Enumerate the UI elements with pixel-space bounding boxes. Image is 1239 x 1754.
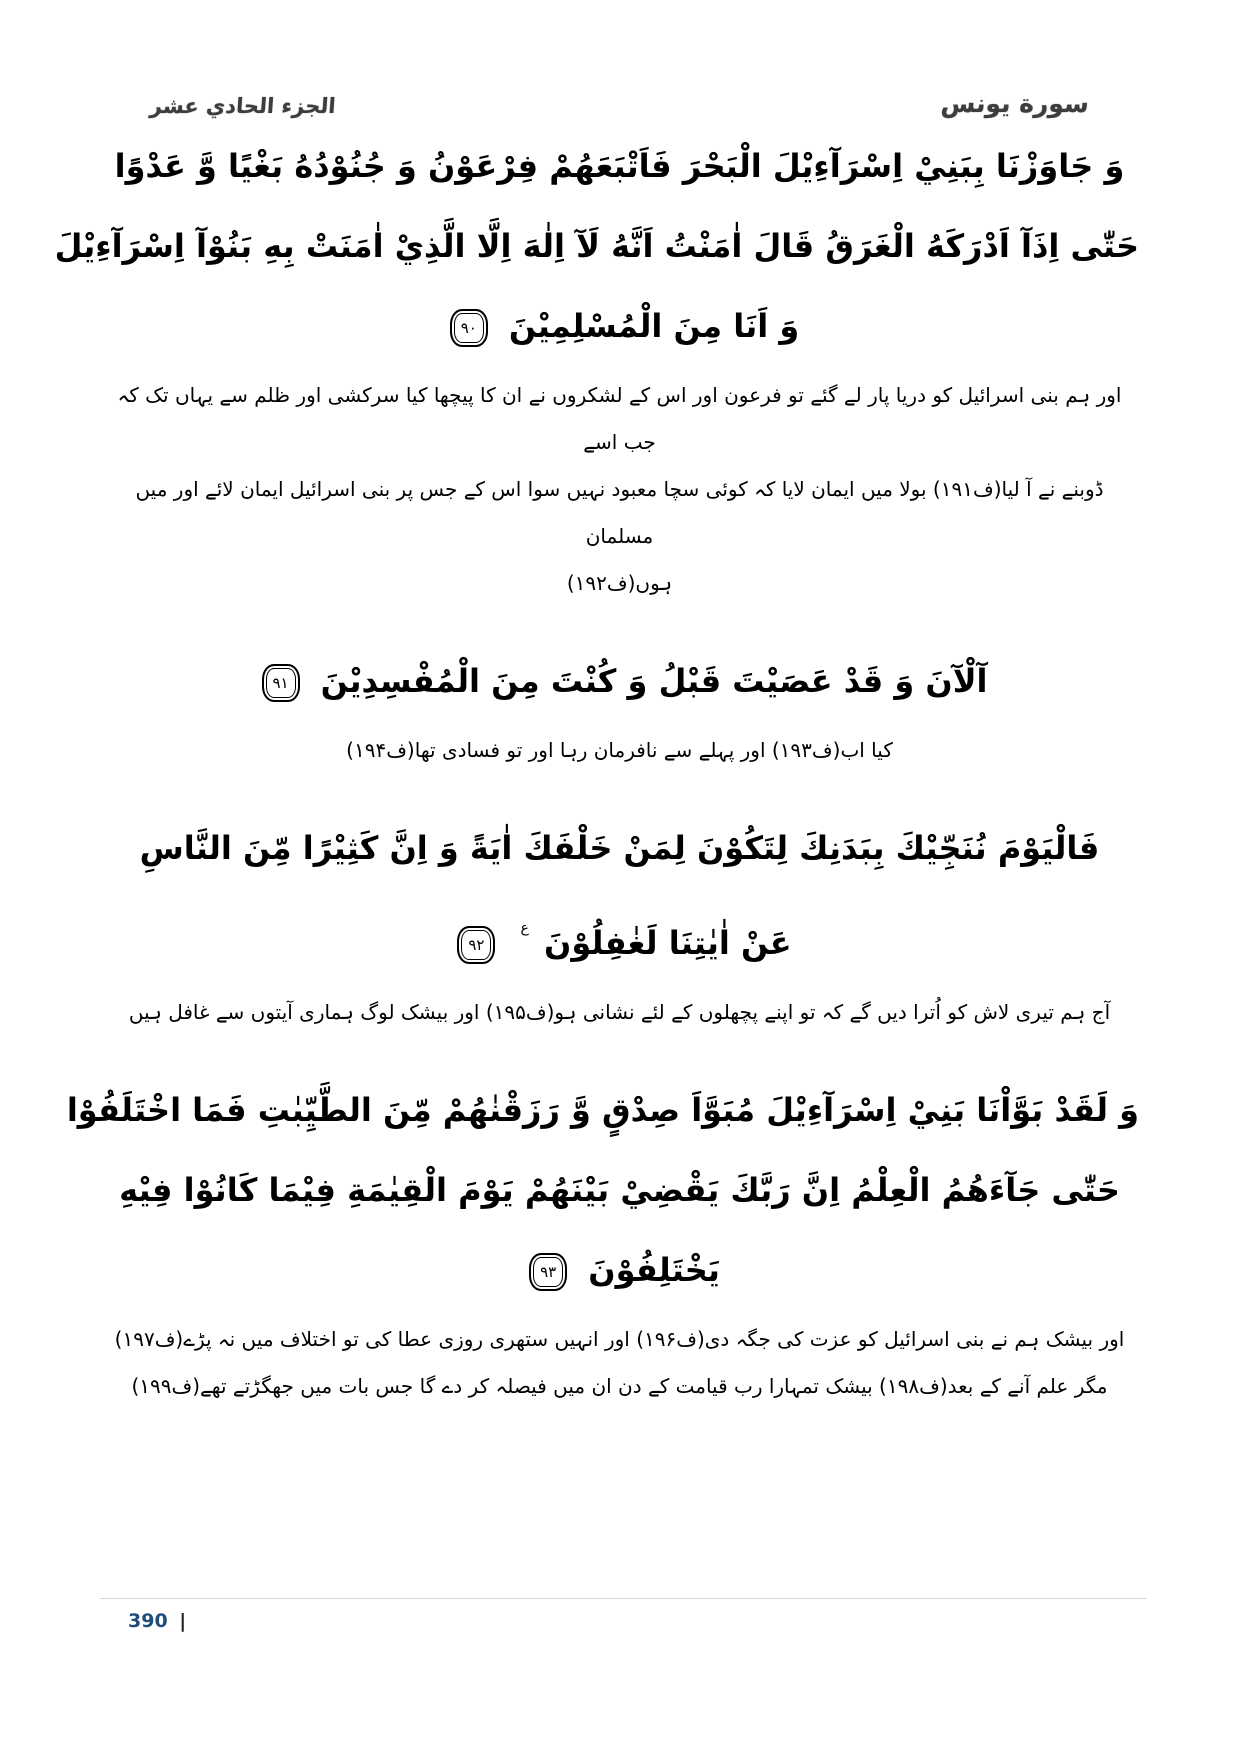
page-header: [0, 0, 1239, 118]
page-content: [0, 118, 1239, 1410]
arabic-verse-text: عَنْ اٰيٰتِنَا لَغٰفِلُوْنَ: [544, 924, 792, 962]
page-number: 390: [128, 1610, 168, 1632]
urdu-translation-line: اور بیشک ہم نے بنی اسرائیل کو عزت کی جگہ دی(ف۱۹۶) اور انہیں ستھری روزی عطا کی تو اختلاف میں نہ پڑے(ف۱۹۷): [114, 1327, 1125, 1351]
verse-91-block: [100, 641, 1139, 774]
surah-title-calligraphy: سورة يونس: [940, 89, 1091, 118]
arabic-verse-text: وَ اَنَا مِنَ الْمُسْلِمِيْنَ: [508, 307, 800, 345]
page-number-separator: |: [179, 1610, 187, 1632]
urdu-translation-block: [100, 727, 1139, 774]
arabic-verse-line: [100, 1230, 1139, 1310]
arabic-verse-line: حَتّٰى جَآءَهُمُ الْعِلْمُ اِنَّ رَبَّكَ يَقْضِيْ بَيْنَهُمْ يَوْمَ الْقِيٰمَةِ فِيْمَا كَانُوْا فِيْهِ: [119, 1171, 1120, 1209]
arabic-verse-line: وَ جَاوَزْنَا بِبَنِيْ اِسْرَآءِيْلَ الْبَحْرَ فَاَتْبَعَهُمْ فِرْعَوْنُ وَ جُنُوْدُهُ بَغْيًا وَّ عَدْوًا: [114, 147, 1125, 185]
arabic-verse-text: يَخْتَلِفُوْنَ: [588, 1251, 720, 1289]
arabic-verse-line: حَتّٰى اِذَآ اَدْرَكَهُ الْغَرَقُ قَالَ اٰمَنْتُ اَنَّهُ لَآ اِلٰهَ اِلَّا الَّذِيْ اٰمَنَتْ بِهِ بَنُوْآ اِسْرَآءِيْلَ: [54, 227, 1139, 265]
urdu-translation-block: [100, 372, 1139, 607]
verse-number-medallion: ٩٣: [529, 1253, 567, 1291]
arabic-verse-text: آلْآنَ وَ قَدْ عَصَيْتَ قَبْلُ وَ كُنْتَ مِنَ الْمُفْسِدِيْنَ: [320, 662, 988, 700]
urdu-translation-line: ڈوبنے نے آ لیا(ف۱۹۱) بولا میں ایمان لایا کہ کوئی سچا معبود نہیں سوا اس کے جس پر بنی اسرائیل ایمان لائے اور میں مسلمان: [135, 477, 1104, 548]
urdu-translation-line: مگر علم آنے کے بعد(ف۱۹۸) بیشک تمہارا رب قیامت کے دن ان میں فیصلہ کر دے گا جس بات میں جھگڑتے تھے(ف۱۹۹): [131, 1374, 1108, 1398]
page-number-container: [128, 1610, 186, 1632]
arabic-verse-line: [100, 641, 1139, 721]
urdu-translation-line: اور ہم بنی اسرائیل کو دریا پار لے گئے تو فرعون اور اس کے لشکروں نے ان کا پیچھا کیا سرکشی اور ظلم سے یہاں تک کہ جب اسے: [117, 383, 1122, 454]
arabic-verse-line: فَالْيَوْمَ نُنَجِّيْكَ بِبَدَنِكَ لِتَكُوْنَ لِمَنْ خَلْفَكَ اٰيَةً وَ اِنَّ كَثِيْرًا مِّنَ النَّاسِ: [139, 829, 1100, 867]
urdu-translation-block: [100, 989, 1139, 1036]
verse-90-block: [54, 126, 1139, 607]
footer-divider: [100, 1598, 1147, 1599]
verse-number-medallion: ٩٢: [457, 926, 495, 964]
verse-number-medallion: ٩١: [262, 664, 300, 702]
urdu-translation-line: آج ہم تیری لاش کو اُترا دیں گے کہ تو اپنے پچھلوں کے لئے نشانی ہو(ف۱۹۵) اور بیشک لوگ ہماری آیتوں سے غافل ہیں: [128, 1000, 1111, 1024]
arabic-verse-line: [100, 286, 1139, 366]
verse-92-block: [100, 808, 1139, 1036]
urdu-translation-line: ہوں(ف۱۹۲): [566, 571, 673, 595]
verse-93-block: [66, 1070, 1139, 1410]
juz-title-calligraphy: الجزء الحادي عشر: [149, 94, 337, 118]
arabic-verse-line: [100, 888, 1139, 983]
ruku-mark: ع: [520, 920, 529, 936]
urdu-translation-block: [100, 1316, 1139, 1410]
verse-number-medallion: ٩٠: [450, 309, 488, 347]
arabic-verse-line: وَ لَقَدْ بَوَّاْنَا بَنِيْ اِسْرَآءِيْلَ مُبَوَّاَ صِدْقٍ وَّ رَزَقْنٰهُمْ مِّنَ الطَّيِّبٰتِ فَمَا اخْتَلَفُوْا: [66, 1091, 1139, 1129]
urdu-translation-line: کیا اب(ف۱۹۳) اور پہلے سے نافرمان رہا اور تو فسادی تھا(ف۱۹۴): [346, 738, 893, 762]
